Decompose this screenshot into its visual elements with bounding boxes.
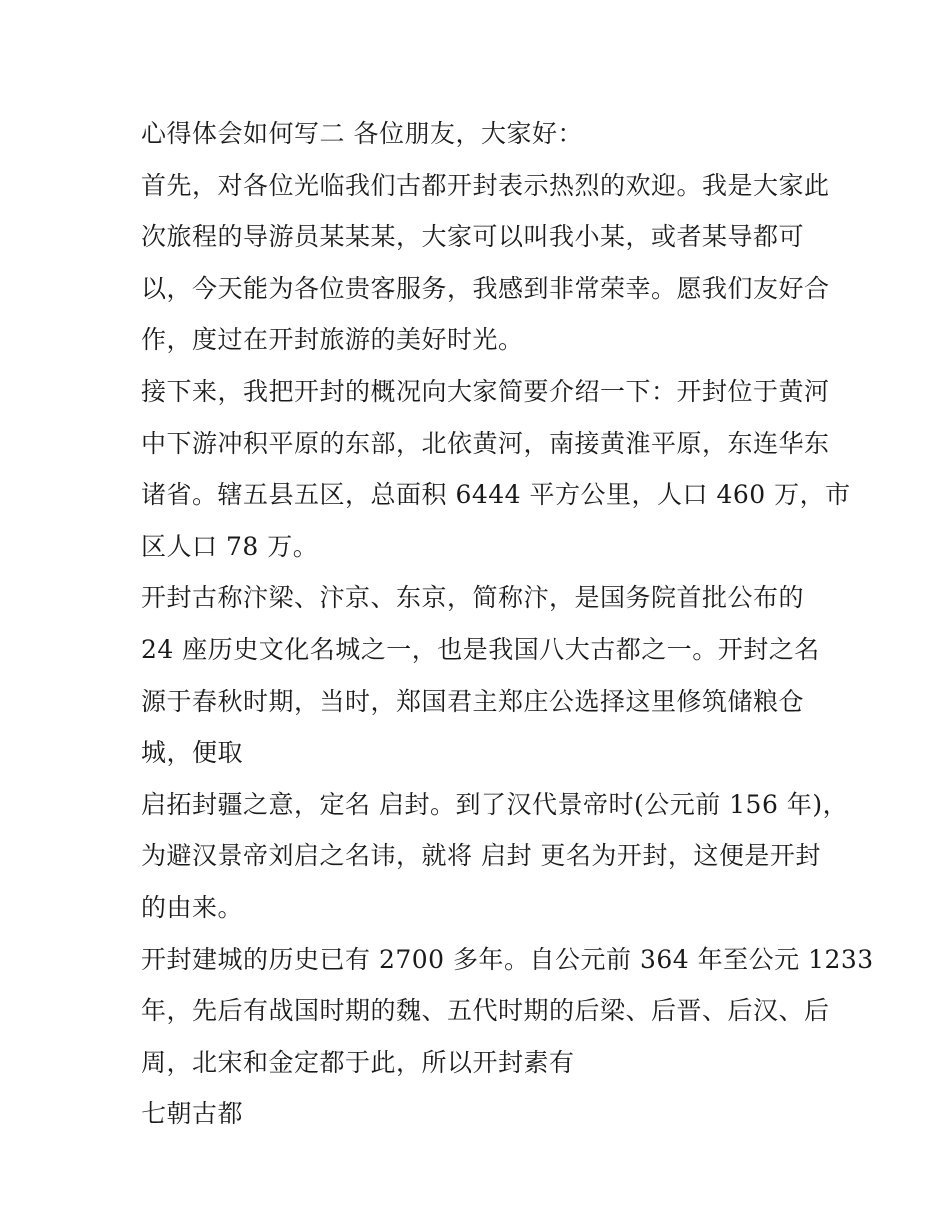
text-line: 开封古称汴梁、汴京、东京，简称汴，是国务院首批公布的 xyxy=(141,583,805,613)
text-line: 开封建城的历史已有 2700 多年。自公元前 364 年至公元 1233 xyxy=(141,944,874,974)
text-line: 作，度过在开封旅游的美好时光。 xyxy=(141,325,524,355)
text-line: 区人口 78 万。 xyxy=(141,531,319,561)
text-line: 中下游冲积平原的东部，北依黄河，南接黄淮平原，东连华东 xyxy=(141,428,830,458)
text-line: 的由来。 xyxy=(141,892,244,922)
text-line: 启拓封疆之意，定名 启封。到了汉代景帝时(公元前 156 年)， xyxy=(141,789,849,819)
text-line: 诸省。辖五县五区，总面积 6444 平方公里，人口 460 万，市 xyxy=(141,480,851,510)
text-line: 为避汉景帝刘启之名讳，就将 启封 更名为开封，这便是开封 xyxy=(141,841,821,871)
text-line: 城，便取 xyxy=(141,738,244,768)
text-line: 周，北宋和金定都于此，所以开封素有 xyxy=(141,1047,575,1077)
text-line: 心得体会如何写二 各位朋友，大家好： xyxy=(141,119,583,148)
document-body xyxy=(141,108,874,1140)
text-line: 首先，对各位光临我们古都开封表示热烈的欢迎。我是大家此 xyxy=(141,170,830,200)
text-line: 以，今天能为各位贵客服务，我感到非常荣幸。愿我们友好合 xyxy=(141,273,830,303)
text-line: 次旅程的导游员某某某，大家可以叫我小某，或者某导都可 xyxy=(141,222,805,252)
text-line: 七朝古都 xyxy=(141,1099,244,1129)
text-line: 24 座历史文化名城之一，也是我国八大古都之一。开封之名 xyxy=(141,634,820,664)
text-line: 年，先后有战国时期的魏、五代时期的后梁、后晋、后汉、后 xyxy=(141,996,830,1026)
text-line: 源于春秋时期，当时，郑国君主郑庄公选择这里修筑储粮仓 xyxy=(141,686,805,716)
text-line: 接下来，我把开封的概况向大家简要介绍一下：开封位于黄河 xyxy=(141,376,830,406)
